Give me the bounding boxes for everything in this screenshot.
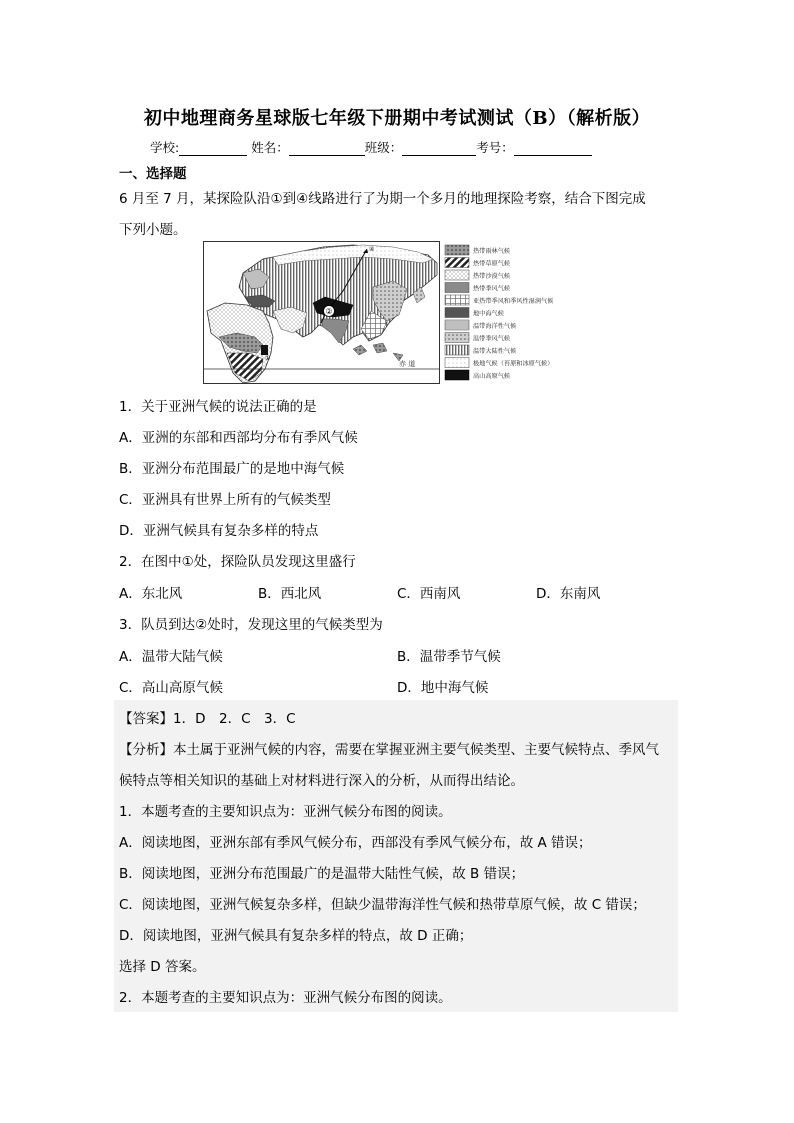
legend-label-2: 热带沙漠气候 (473, 273, 511, 280)
legend-label-9: 极地气候（苔原和冰原气候） (473, 360, 554, 368)
legend-label-10: 高山高原气候 (473, 373, 511, 380)
question-1-stem: 1．关于亚洲气候的说法正确的是 (119, 399, 317, 415)
analysis-line-3: 1．本题考查的主要知识点为：亚洲气候分布图的阅读。 (119, 804, 452, 820)
analysis-line-1: 【分析】本土属于亚洲气候的内容，需要在掌握亚洲主要气候类型、主要气候特点、季风气 (119, 742, 659, 758)
legend-swatch-rainforest (445, 245, 469, 255)
intro-line-1: 6 月至 7 月，某探险队沿①到④线路进行了为期一个多月的地理探险考察，结合下图完成 (119, 191, 646, 207)
question-2-option-a[interactable]: A．东北风 (119, 586, 183, 602)
legend-label-8: 温带大陆性气候 (473, 348, 517, 355)
legend-label-7: 温带季风气候 (473, 335, 511, 343)
intro-line-2: 下列小题。 (119, 222, 187, 238)
analysis-line-8: 选择 D 答案。 (119, 959, 206, 975)
africa-highland (261, 345, 268, 355)
class-blank[interactable] (402, 141, 476, 156)
question-3-option-a[interactable]: A．温带大陆气候 (119, 649, 223, 665)
equator-label: 赤 道 (399, 360, 416, 368)
question-1-option-a[interactable]: A．亚洲的东部和西部均分布有季风气候 (119, 430, 358, 446)
question-3-option-d[interactable]: D．地中海气候 (397, 680, 489, 696)
legend-swatch-polar (445, 358, 469, 368)
analysis-line-6: C．阅读地图，亚洲气候复杂多样，但缺少温带海洋性气候和热带草原气候，故 C 错误； (119, 897, 646, 913)
legend-swatch-subtropical (445, 295, 469, 305)
school-label: 学校: (150, 140, 180, 155)
student-info-line (150, 138, 592, 156)
document-title: 初中地理商务星球版七年级下册期中考试测试（B）（解析版） (143, 108, 651, 129)
answer-line: 【答案】1．D 2．C 3．C (119, 711, 296, 727)
question-1-option-d[interactable]: D．亚洲气候具有复杂多样的特点 (119, 523, 319, 539)
legend-swatch-highland (445, 370, 469, 380)
exam-no-blank[interactable] (514, 141, 592, 156)
school-blank[interactable] (179, 141, 247, 156)
class-label: 班级： (364, 140, 403, 155)
question-3-option-c[interactable]: C．高山高原气候 (119, 680, 223, 696)
legend-label-6: 温带海洋性气候 (473, 323, 517, 330)
analysis-line-5: B．阅读地图，亚洲分布范围最广的是温带大陆性气候，故 B 错误； (119, 866, 525, 882)
legend-label-0: 热带雨林气候 (473, 248, 511, 255)
legend-swatch-temperate-monsoon (445, 333, 469, 343)
name-label: 姓名： (251, 140, 289, 155)
question-3-stem: 3．队员到达②处时，发现这里的气候类型为 (119, 617, 383, 633)
question-2-stem: 2．在图中①处，探险队员发现这里盛行 (119, 554, 356, 570)
legend-label-4: 亚热带季风和季风性湿润气候 (473, 298, 554, 305)
analysis-line-4: A．阅读地图，亚洲东部有季风气候分布，西部没有季风气候分布，故 A 错误； (119, 835, 592, 851)
legend-label-5: 地中海气候 (473, 310, 504, 318)
question-3-option-b[interactable]: B．温带季节气候 (397, 649, 501, 665)
route-label-4: ④ (369, 246, 375, 253)
legend-label-3: 热带季风气候 (473, 285, 511, 293)
legend-swatch-continental (445, 345, 469, 355)
analysis-line-9: 2．本题考查的主要知识点为：亚洲气候分布图的阅读。 (119, 990, 452, 1006)
asia-climate-map (203, 241, 592, 384)
route-label-2: ② (325, 307, 333, 316)
legend-label-1: 热带草原气候 (473, 260, 511, 268)
analysis-line-2: 候特点等相关知识的基础上对材料进行深入的分析，从而得出结论。 (119, 773, 524, 789)
section-heading: 一、选择题 (119, 166, 187, 182)
question-1-option-b[interactable]: B．亚洲分布范围最广的是地中海气候 (119, 461, 345, 477)
map-legend (445, 245, 553, 380)
question-2-option-b[interactable]: B．西北风 (258, 586, 322, 602)
route-label-1: ① (265, 355, 271, 362)
question-2-option-c[interactable]: C．西南风 (397, 586, 461, 602)
legend-swatch-desert (445, 270, 469, 280)
exam-no-label: 考号： (476, 140, 514, 155)
question-1-option-c[interactable]: C．亚洲具有世界上所有的气候类型 (119, 492, 331, 508)
question-2-option-d[interactable]: D．东南风 (536, 586, 601, 602)
legend-swatch-tropical-monsoon (445, 283, 469, 293)
legend-swatch-oceanic (445, 320, 469, 330)
name-blank[interactable] (289, 141, 365, 156)
analysis-line-7: D．阅读地图，亚洲气候具有复杂多样的特点，故 D 正确； (119, 928, 473, 944)
legend-swatch-savanna (445, 258, 469, 268)
legend-swatch-mediterranean (445, 308, 469, 318)
